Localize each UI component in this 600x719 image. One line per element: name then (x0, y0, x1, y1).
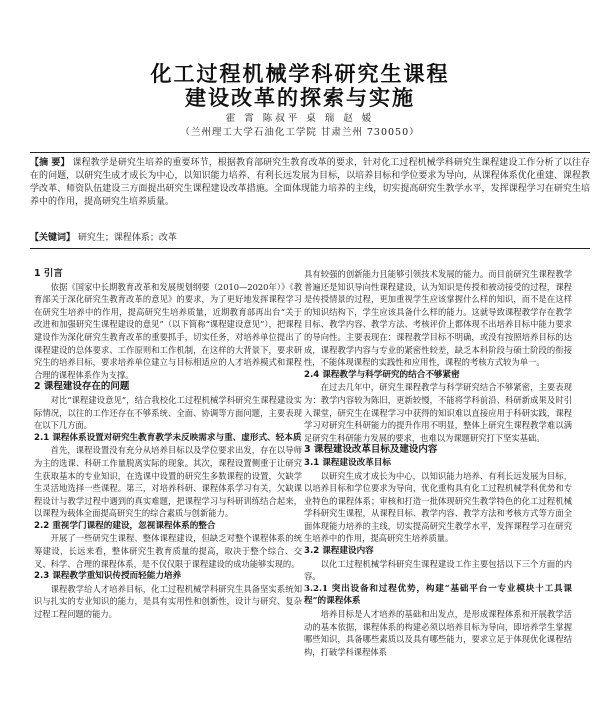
paper-title-line-2: 建设改革的探索与实施 (185, 86, 415, 110)
left-column (34, 268, 302, 713)
section-3-2-1-heading: 3.2.1 突出设备和过程优势，构建“基础平台一专业模块十工具课程”的课程体系 (304, 583, 572, 607)
section-2-heading: 2 课程建设存在的问题 (34, 381, 130, 393)
section-2-1-paragraph: 首先，课程设置没有充分从培养目标以及学位要求出发，存在以导师为主的选课、科研工作量脱离实际的现象。其次，课程设置侧重于让研究生获取基本的专业知识，在选课中设置的研究生多数课程的设置，欠缺学生灵活地选择一些课程。第三，对培养科研、课程体系学习有关，欠缺课程设计与教学过程中遇到的真实难题，把课程学习与科研训练结合起来，以课程为载体全面提高研究生的综合素质与创新能力。 (34, 445, 302, 519)
section-3-2-1-paragraph: 培养目标是人才培养的基础和出发点，是形成课程体系和开展教学活动的基本依据，课程体系的构建必须以培养目标为导向，即培养学生掌握哪些知识，具备哪些素质以及具有哪些能力，要求立足于体现优化课程结构，打破学科课程体系 (304, 609, 572, 657)
section-3-2-heading: 3.2 课程建设内容 (304, 546, 374, 557)
section-2-2-paragraph: 开展了一些研究生课程、整体课程建设，但缺乏对整个课程体系的统筹建设，长远来看，整体研究生教育质量的提高，取决于整个综合、交叉、科学、合理的课程体系，是不仅仅限于课程建设的成功能够实现的。 (34, 533, 302, 569)
section-1-paragraph: 依据《国家中长期教育改革和发展规划纲要（2010—2020年）》《教育部关于深化研究生教育改革的意见》的要求，为了更好地发挥课程学习在研究生培养中的作用，提高研究生培养质量，近期教育部再出台“关于改进和加强研究生课程建设的意见”（以下简称“课程建设意见”），把课程建设作为深化研究生教育改革的重要抓手，切实任务，对培养单位提出了课程建设的总体要求、工作原则和工作机制，在这样的大背景下，要求研究生的培养目标，要求培养单位建立与目标相适应的人才培养模式和课程合理的课程体系作为支撑。 (34, 281, 302, 380)
section-3-1-heading: 3.1 课程建设改革目标 (304, 457, 391, 468)
abstract-text: 课程教学是研究生培养的重要环节，根据教育部研究生教育改革的要求，针对化工过程机械学科研究生课程建设工作分析了以往存在的问题，以研究生成才成长为中心，以知识能力培养、有利长远发展为目标，以培养目标和学位要求为导向，从课程体系优化重建、课程教学改革、师资队伍建设三方面提出研究生课程建设改革措施。全面体现能力培养的主线，切实提高研究生教学水平，发挥课程学习在研究生培养中的作用，提高研究生培养质量。 (30, 158, 590, 207)
section-2-4-paragraph: 在过去几年中，研究生课程教学与科学研究结合不够紧密，主要表现为：教学内容较为陈旧，更新较慢，不能将学科前沿、科研新成果及时引入课堂，研究生在课程学习中获得的知识难以直接应用于科研实践，课程学习对研究生科研能力的提升作用不明显，整体上研究生课程教学难以满足研究生科研能力发展的要求，也难以为课题研究打下坚实基础。 (304, 382, 572, 443)
section-2-paragraph: 对比“课程建设意见”，结合我校化工过程机械学科研究生课程建设实际情况，以往的工作还存在不够系统、全面、协调等方面问题，主要表现在以下几方面。 (34, 394, 302, 431)
section-2-3-paragraph: 课程教学给人才培养目标，化工过程机械学科研究生具备坚实系统知识与扎实的专业知识的能力，是具有实用性和创新性，设计与研究、复杂过程工程问题的能力。 (34, 583, 302, 620)
section-2-3-heading: 2.3 课程教学重知识传授而轻能力培养 (34, 571, 182, 582)
right-column (304, 268, 572, 713)
author-affiliation: （兰州理工大学石油化工学院 甘肃兰州 730050） (180, 127, 420, 138)
section-3-1-paragraph: 以研究生成才成长为中心，以知识能力培养、有利长远发展为目标，以培养目标和学位要求为导向，优化重构具有化工过程机械学科优势和专业特色的课程体系；审核和打造一批体现研究生教学特色的化工过程机械学科研究生课程，从课程目标、教学内容、教学方法和考核方式等方面全面体现能力培养的主线，切实提高研究生教学水平，发挥课程学习在研究生培养中的作用，提高研究生培养质量。 (304, 470, 572, 544)
keywords-label: 【关键词】 (30, 233, 76, 243)
section-1-heading: 1 引言 (34, 268, 63, 279)
abstract-label: 【摘 要】 (30, 158, 70, 168)
abstract-section (30, 144, 590, 252)
paper-title-line-1: 化工过程机械学科研究生课程 (150, 62, 450, 86)
section-3-2-paragraph: 以化工过程机械学科研究生课程建设工作主要包括以下三个方面的内容。 (304, 558, 572, 582)
abstract-body (30, 157, 590, 209)
abstract-bottom-rule (30, 248, 590, 249)
section-3-heading: 3 课程建设改革目标及建设内容 (304, 444, 438, 456)
section-2-4-heading: 2.4 课程教学与科学研究的结合不够紧密 (304, 369, 460, 380)
keywords-text: 研究生；课程体系；改革 (77, 233, 177, 243)
abstract-top-rule (30, 152, 590, 153)
section-2-1-heading: 2.1 课程体系设置对研究生教育教学未反映需求与重、虚形式、轻本质 (34, 432, 302, 443)
continued-paragraph: 具有较强的创新能力且能够引领技术发展的能力。而目前研究生课程教学普遍还是知识导向性课程建设，认为知识是传授和被动接受的过程，课程是传授情景的过程，更加重视学生应该掌握什么样的知识，而不是在这样的知识结构下，学生应该具备什么样的能力。这就导致课程教学存在教学目标、教学内容、教学方法、考核评价上都体现不出培养目标中能力要求的导向性。主要表现在：课程教学目标不明确，或没有按照培养目标的达成，课程教学内容与专业的紧密性较差，缺乏本科阶段与硕士阶段的衔接性，不能体现课程的实践性和应用性，课程的考核方式较为单一。 (304, 269, 572, 368)
section-2-2-heading: 2.2 重视学门课程的建设，忽视课程体系的整合 (34, 520, 216, 531)
author-list: 霍 霄 陈叔平 桌 瑞 赵 媛 (225, 113, 375, 124)
keywords-row (30, 232, 590, 245)
